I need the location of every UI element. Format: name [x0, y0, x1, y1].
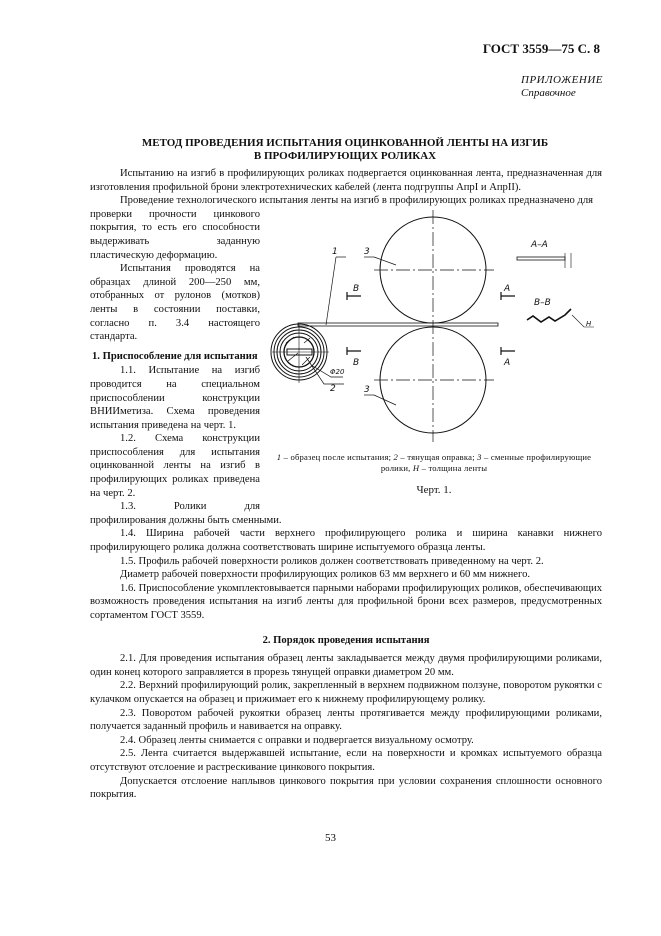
caption-text-1: – образец после испытания;: [281, 451, 394, 462]
label-h: Н: [586, 319, 592, 328]
label-phi20: Φ20: [330, 367, 345, 376]
label-a-top: А: [504, 283, 511, 294]
figure-caption: [266, 452, 602, 475]
title-line-2: В ПРОФИЛИРУЮЩИХ РОЛИКАХ: [253, 150, 437, 162]
appendix-type: Справочное: [521, 87, 576, 99]
paragraph-1-2: 1.2. Схема конструкции приспособления для испытания оцинкованной ленты на изгиб в профилирующих роликах приведена на черт. 2.: [90, 433, 260, 499]
caption-num-3: 3: [477, 451, 482, 462]
intro-paragraph: Испытанию на изгиб в профилирующих роликах подвергается оцинкованная лента, предназначенная для изготовления профильной брони электротехнических кабелей (лента подгруппы АпрI и АпрII).: [90, 168, 602, 193]
section-1-heading: 1. Приспособление для испытания: [92, 350, 258, 362]
paragraph-2-3: 2.3. Поворотом рабочей рукоятки образец ленты протягивается между профилирующими роликами, получается заданный профиль и навивается на оправку.: [90, 707, 602, 733]
paragraph-1-6: 1.6. Приспособление укомплектовывается парными наборами профилирующих роликов, обеспечивающих возможность проведения испытания на изгиб ленты для профильной брони всех размеров, предусмотренных сортаментом ГОСТ 3559.: [90, 582, 602, 621]
caption-h: Н: [412, 463, 420, 474]
caption-text-2: – тянущая оправка;: [398, 451, 478, 462]
label-a-bottom: А: [504, 357, 511, 368]
paragraph-1-1: 1.1. Испытание на изгиб проводится на специальном приспособлении конструкции ВНИИметиза. Схема проведения испытания приведена на черт. 1.: [90, 365, 260, 431]
title-line-1: МЕТОД ПРОВЕДЕНИЯ ИСПЫТАНИЯ ОЦИНКОВАННОЙ ЛЕНТЫ НА ИЗГИБ: [141, 137, 549, 149]
paragraph-1-4: 1.4. Ширина рабочей части верхнего профилирующего ролика и ширина канавки нижнего профилирующего ролика должна соответствовать ширине испытуемого образца ленты.: [90, 528, 602, 554]
page-title: [90, 137, 600, 163]
appendix-label: [521, 74, 603, 100]
figure-drawing: [266, 210, 602, 450]
bent-profile: [527, 309, 571, 322]
tape-sample: [298, 323, 498, 326]
caption-num-1: 1: [276, 451, 282, 462]
paragraph-2-4: 2.4. Образец ленты снимается с оправки и подвергается визуальному осмотру.: [120, 734, 474, 746]
paragraph-2-6: Допускается отслоение наплывов цинкового покрытия при условии сохранения сплошности основного покрытия.: [90, 775, 602, 801]
label-b-top: В: [353, 283, 360, 294]
paragraph-2-5: 2.5. Лента считается выдержавшей испытание, если на поверхности и кромках испытуемого образца отсутствуют отслоение и растрескивание цинкового покрытия.: [90, 748, 602, 773]
page-number: 53: [325, 832, 336, 844]
label-1: 1: [332, 246, 338, 257]
label-3-upper: 3: [364, 246, 370, 257]
intro-paragraph-cont: проверки прочности цинкового покрытия, то есть его способности выдерживать заданную пластическую деформацию.: [90, 208, 260, 261]
figure: [266, 210, 602, 498]
section-2-heading: 2. Порядок проведения испытания: [262, 634, 430, 646]
intro-paragraph: Испытания проводятся на образцах длиной 200—250 мм, отобранных от рулонов (мотков) ленты в состоянии поставки, согласно п. 3.4 настоящего стандарта.: [90, 263, 260, 343]
paragraph-2-1: 2.1. Для проведения испытания образец ленты закладывается между двумя профилирующими роликами, один конец которого заправляется в прорезь тянущей оправки диаметром 20 мм.: [90, 653, 602, 678]
caption-text-h: – толщина ленты: [419, 463, 488, 474]
appendix-title: ПРИЛОЖЕНИЕ: [521, 74, 603, 86]
section-b-b-label: В–В: [534, 297, 551, 308]
label-2: 2: [330, 383, 336, 394]
page-body: [90, 167, 602, 802]
label-b-bottom: В: [353, 357, 360, 368]
section-a-a-label: А–А: [531, 239, 548, 250]
paragraph-1-3: 1.3. Ролики для профилирования должны быть сменными.: [90, 501, 282, 526]
paragraph-2-2: 2.2. Верхний профилирующий ролик, закрепленный в верхнем подвижном ползуне, поворотом рукоятки с кулачком опускается на образец и прижимает его к нижнему профилирующему ролику.: [90, 680, 602, 705]
pulling-mandrel: [271, 324, 329, 383]
document-header: ГОСТ 3559—75 С. 8: [482, 41, 600, 56]
paragraph-1-5b: Диаметр рабочей поверхности профилирующих роликов 63 мм верхнего и 60 мм нижнего.: [120, 569, 531, 581]
intro-paragraph-start: Проведение технологического испытания ленты на изгиб в профилирующих роликах предназначено для: [120, 195, 594, 207]
figure-title: Черт. 1.: [416, 483, 452, 496]
caption-num-2: 2: [393, 451, 399, 462]
paragraph-1-5: 1.5. Профиль рабочей поверхности роликов должен соответствовать приведенному на черт. 2.: [120, 555, 544, 567]
label-3-lower: 3: [364, 384, 370, 395]
caption-text-3: – сменные профилирующие ролики,: [380, 451, 592, 474]
